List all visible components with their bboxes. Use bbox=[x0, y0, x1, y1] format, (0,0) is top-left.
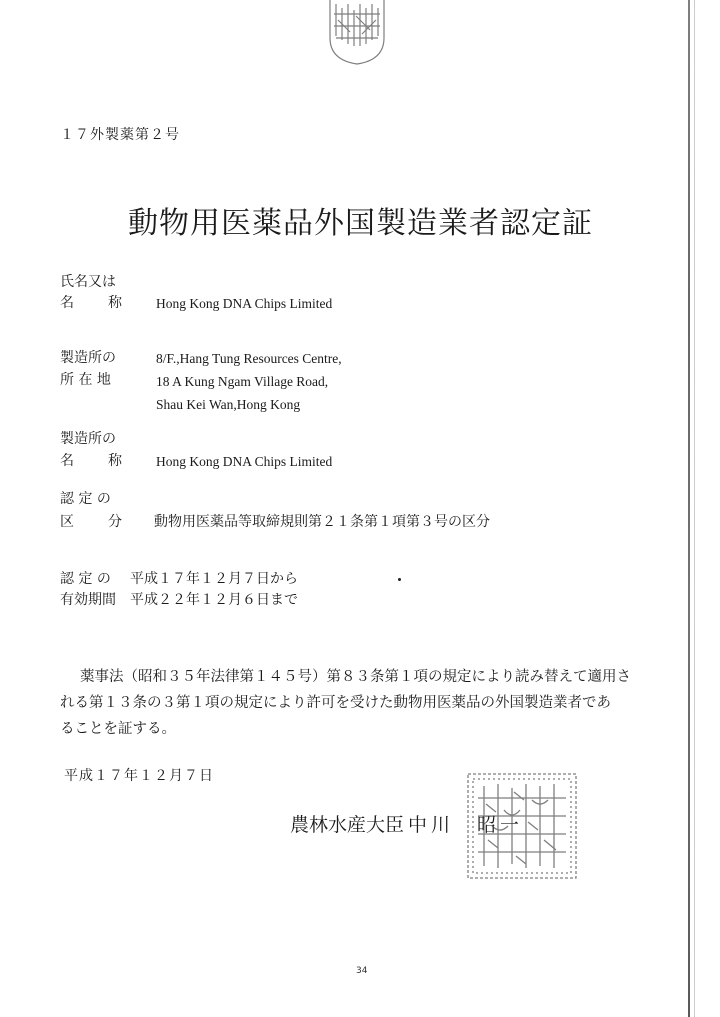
field-address-label-1: 製造所の bbox=[60, 350, 116, 366]
field-site-label-1: 製造所の bbox=[60, 431, 116, 447]
address-line-2: 18 A Kung Ngam Village Road, bbox=[156, 374, 329, 389]
field-validity-label-2: 有効期間 bbox=[60, 592, 116, 608]
field-address-label-2: 所 在 地 bbox=[60, 372, 111, 388]
field-validity-label-1: 認 定 の bbox=[60, 571, 111, 587]
site-name: Hong Kong DNA Chips Limited bbox=[156, 454, 333, 469]
field-category-label-2: 区 分 bbox=[60, 514, 124, 530]
certification-statement bbox=[60, 664, 640, 742]
field-category-label-1: 認 定 の bbox=[60, 491, 111, 507]
field-name-label-1: 氏名又は bbox=[60, 274, 116, 290]
applicant-name: Hong Kong DNA Chips Limited bbox=[156, 296, 333, 311]
validity-end: 平成２２年１２月６日まで bbox=[130, 592, 298, 608]
document-number: １７外製薬第２号 bbox=[60, 127, 180, 143]
statement-line-1: 薬事法（昭和３５年法律第１４５号）第８３条第１項の規定により読み替えて適用さ bbox=[80, 669, 631, 685]
certification-category: 動物用医薬品等取締規則第２１条第１項第３号の区分 bbox=[154, 514, 490, 530]
official-seal-stamp bbox=[464, 770, 580, 882]
scanned-page-edge-shadow bbox=[694, 0, 695, 1017]
address-line-1: 8/F.,Hang Tung Resources Centre, bbox=[156, 351, 342, 366]
top-seal-stamp bbox=[326, 0, 388, 66]
statement-line-3: ることを証する。 bbox=[60, 721, 176, 737]
scanned-page-edge bbox=[688, 0, 690, 1017]
page-number: 34 bbox=[356, 966, 368, 976]
issue-date: 平成１７年１２月７日 bbox=[64, 768, 214, 784]
field-name-label-2: 名 称 bbox=[60, 295, 124, 311]
validity-start: 平成１７年１２月７日から bbox=[130, 571, 298, 587]
certificate-title: 動物用医薬品外国製造業者認定証 bbox=[128, 206, 593, 241]
scan-speck bbox=[398, 578, 401, 581]
address-line-3: Shau Kei Wan,Hong Kong bbox=[156, 397, 301, 412]
signatory-title: 農林水産大臣 bbox=[290, 814, 405, 836]
signatory-name: 中川 昭一 bbox=[408, 814, 524, 836]
statement-line-2: れる第１３条の３第１項の規定により許可を受けた動物用医薬品の外国製造業者であ bbox=[60, 695, 611, 711]
field-site-label-2: 名 称 bbox=[60, 453, 124, 469]
